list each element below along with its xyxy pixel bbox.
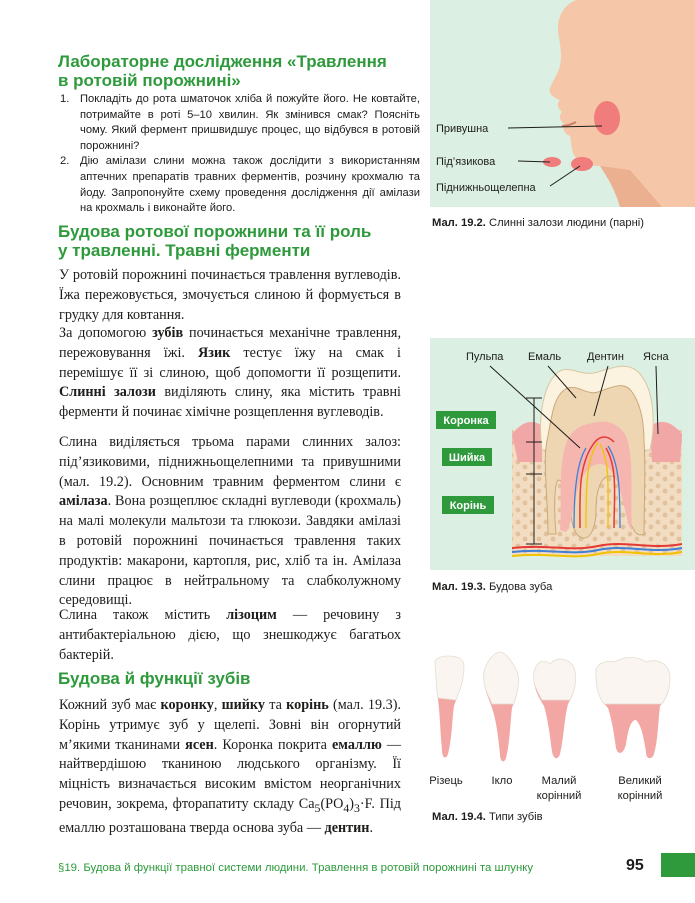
label-gum: Ясна (643, 351, 669, 363)
p3-text-a: Слина виділяється трьома парами слинних залоз: під’язиковими, піднижньощелепними та привушними (мал. 19.2). Основним травним ферментом слини є (59, 434, 401, 490)
label-pulp: Пульпа (466, 351, 504, 363)
caption-fig-19-2 (432, 216, 687, 231)
term-root: корінь (286, 697, 329, 713)
incisor-drawing (435, 656, 464, 757)
paragraph-3 (59, 433, 401, 611)
term-dentin: дентин (324, 819, 370, 836)
premolar-drawing (534, 659, 576, 758)
running-footer: §19. Будова й функції травної системи людини. Травлення в ротовій порожнині та шлунку (58, 862, 534, 874)
formula-subscript: 4 (343, 800, 350, 815)
section2-title (58, 669, 251, 688)
label-incisor: Різець (429, 775, 463, 787)
p5-text-e: (мал. 19.3). Корінь утримує зуб у щелепі. Зовні він огорнутий м’якими тканинами (59, 697, 401, 753)
section1-title (58, 222, 371, 260)
figure-salivary-glands (430, 0, 695, 207)
label-canine: Ікло (491, 775, 513, 787)
p5-text-d: та (265, 697, 287, 713)
term-amylase: амілаза (59, 493, 108, 510)
page-number-strip (661, 853, 695, 877)
p5-text-f: . Коронка покрита (213, 736, 332, 753)
caption-fig-19-3-number: Мал. 19.3. (432, 581, 486, 593)
term-salivary-glands: Слинні залози (59, 384, 156, 401)
p4-text-a: Слина також містить (59, 607, 227, 623)
label-sublingual: Під’язикова (436, 156, 496, 168)
term-neck: шийку (221, 697, 266, 713)
submandibular-gland-shape (571, 157, 593, 171)
leader-submandibular (550, 166, 580, 186)
term-enamel: емаллю (331, 736, 382, 753)
tag-root: Корінь (449, 500, 487, 512)
lab-title-line1: Лабораторне дослідження «Травлення (58, 52, 387, 71)
lab-task-item (60, 154, 420, 216)
lab-task-number: 2. (60, 155, 70, 168)
paragraph-1 (59, 266, 401, 325)
label-submandibular: Піднижньощелепна (436, 182, 536, 194)
caption-fig-19-4-number: Мал. 19.4. (432, 811, 486, 823)
paragraph-1-text: У ротовій порожнині починається травлення вуглеводів. Їжа пережовується, змочується слиною й формується в грудку для ковтання. (59, 267, 401, 323)
p4-text-c: — речовину з антибактеріальною дією, що знешкоджує багатьох бактерій. (59, 607, 401, 663)
p3-text-c: . Вона розщеплює складні вуглеводи (крохмаль) на малі молекули мальтози та глюкози. Завдяки амілазі в ротовій порожнині починається травлення таких продуктів: макарони, картопля, рис, хліб та ін. Амілаза слини працює в нейтральному та слабколужному середовищі. (59, 493, 401, 609)
caption-fig-19-2-number: Мал. 19.2. (432, 217, 486, 229)
caption-fig-19-4-text: Типи зубів (485, 811, 543, 823)
p2-text-e: виділяють слину, яка містить травні ферменти й починає хімічне розщеплення вуглеводів. (59, 384, 401, 421)
term-lysozyme: лізоцим (226, 607, 277, 623)
formula-subscript: 5 (314, 800, 321, 815)
caption-fig-19-3-text: Будова зуба (485, 581, 553, 593)
figure-tooth-types (430, 650, 695, 770)
figure-tooth-structure (430, 338, 695, 570)
lab-task-item (60, 92, 420, 154)
lab-title (58, 52, 387, 90)
p2-text-d: тестує їжу на смак і перемішує її зі слиною, щоб допомогти її розщепити. (59, 344, 401, 381)
label-premolar: Малий корінний (536, 775, 582, 802)
parotid-gland-shape (594, 101, 620, 135)
p5-text-i: ) (349, 795, 354, 812)
label-dentin: Дентин (587, 351, 624, 363)
section1-title-line1: Будова ротової порожнини та її роль (58, 222, 372, 241)
section2-title-text: Будова й функції зубів (58, 669, 251, 688)
caption-fig-19-3 (432, 580, 687, 595)
label-molar: Великий корінний (617, 775, 663, 802)
canine-drawing (484, 652, 519, 761)
section1-title-line2: у травленні. Травні ферменти (58, 241, 311, 260)
p5-text-a: Кожний зуб має (59, 697, 161, 713)
p5-text-k: . (369, 819, 374, 836)
p5-text-g: — найтвердішою тканиною людського організму. Її міцність визначається високим вмістом неорганічних речовин, зокрема, фторапатиту складу Ca (59, 736, 402, 812)
lab-task-text: Дію амілази слини можна також дослідити з використанням аптечних препаратів травних ферментів, розчину крохмалю та йоду. Запропонуйте схему проведення дослідження дії амілази на крохмаль і виконайте його. (80, 155, 420, 215)
lab-task-number: 1. (60, 93, 70, 105)
tag-crown: Коронка (443, 415, 489, 427)
p2-text-a: За допомогою (59, 325, 153, 341)
label-enamel: Емаль (528, 351, 562, 363)
lab-task-list (60, 92, 420, 217)
paragraph-4 (59, 606, 401, 665)
lab-task-text: Покладіть до рота шматочок хліба й пожуйте його. Не ковтайте, потримайте в роті 5–10 хвилин. Як змінився смак? Поясніть чому. Який фермент пришвидшує процес, що відбувся в ротовій порожнині? (80, 93, 420, 152)
p5-text-c: , (213, 697, 222, 713)
term-gums: ясен (185, 736, 214, 753)
lab-title-line2: в ротовій порожнині» (58, 71, 241, 90)
term-crown: коронку (160, 697, 214, 713)
molar-drawing (596, 658, 670, 759)
page-number: 95 (626, 857, 644, 874)
p5-text-h: (PO (320, 795, 344, 812)
p2-text-c: починається механічне травлення, пережовування їжі. (59, 325, 402, 361)
term-teeth: зубів (152, 325, 184, 341)
paragraph-5 (59, 696, 401, 838)
term-tongue: Язик (198, 344, 231, 361)
caption-fig-19-2-text: Слинні залози людини (парні) (485, 217, 644, 229)
p5-text-j: ·F. Під емаллю розташована тверда основа зуба — (59, 795, 401, 836)
caption-fig-19-4 (432, 810, 687, 825)
label-parotid: Привушна (436, 123, 489, 135)
formula-subscript: 3 (353, 800, 360, 815)
tag-neck: Шийка (448, 452, 486, 464)
paragraph-2 (59, 324, 401, 423)
